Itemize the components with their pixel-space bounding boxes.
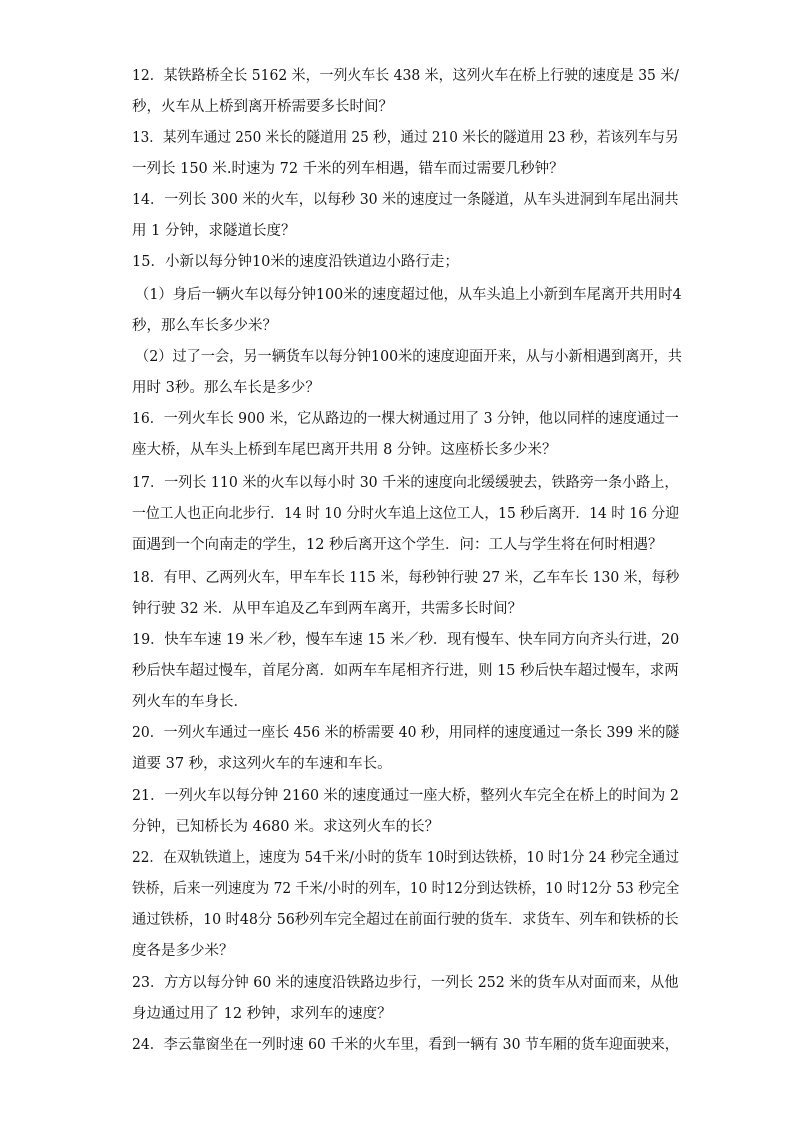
text-line: 16．一列火车长 900 米，它从路边的一棵大树通过用了 3 分钟，他以同样的速度通过一 [132,411,679,427]
text-line: （2）过了一会，另一辆货车以每分钟100米的速度迎面开来，从与小新相遇到离开，共 [135,349,682,365]
text-line: 一列长 150 米.时速为 72 千米的列车相遇，错车而过需要几秒钟？ [132,161,564,177]
text-line: 钟行驶 32 米．从甲车追及乙车到两车离开，共需多长时间？ [132,601,523,617]
text-line: 用时 3秒。那么车长是多少？ [132,380,320,396]
text-line: 铁桥，后来一列速度为 72 千米/小时的列车，10 时12分到达铁桥，10 时12分 53 秒完全 [132,881,680,897]
text-line: 21．一列火车以每分钟 2160 米的速度通过一座大桥，整列火车完全在桥上的时间为 2 [132,788,679,804]
text-line: 24．李云靠窗坐在一列时速 60 千米的火车里，看到一辆有 30 节车厢的货车迎面驶来， [132,1037,679,1053]
text-line: 通过铁桥，10 时48分 56秒列车完全超过在前面行驶的货车．求货车、列车和铁桥的长 [132,912,679,928]
text-line: 13．某列车通过 250 米长的隧道用 25 秒，通过 210 米长的隧道用 23 秒，若该列车与另 [132,130,679,146]
text-line: 道要 37 秒，求这列火车的车速和车长。 [132,756,392,772]
text-line: 秒，火车从上桥到离开桥需要多长时间？ [132,99,393,115]
text-line: 度各是多少米？ [132,943,234,959]
text-line: 17．一列长 110 米的火车以每小时 30 千米的速度向北缓缓驶去，铁路旁一条小路上， [132,475,679,491]
text-line: 列火车的车身长． [132,694,248,710]
text-line: 秒，那么车长多少米？ [132,318,277,334]
text-line: 14．一列长 300 米的火车，以每秒 30 米的速度过一条隧道，从车头进洞到车尾出洞共 [132,192,679,208]
text-line: （1）身后一辆火车以每分钟100米的速度超过他，从车头追上小新到车尾离开共用时4 [135,287,682,303]
text-line: 12．某铁路桥全长 5162 米，一列火车长 438 米，这列火车在桥上行驶的速度是 35 米/ [132,68,680,84]
text-line: 秒后快车超过慢车，首尾分离．如两车车尾相齐行进，则 15 秒后快车超过慢车，求两 [132,663,679,679]
text-line: 一位工人也正向北步行．14 时 10 分时火车追上这位工人，15 秒后离开．14 时 16 分迎 [132,506,680,522]
text-line: 19．快车车速 19 米／秒，慢车车速 15 米／秒．现有慢车、快车同方向齐头行进，20 [132,632,680,648]
text-line: 22．在双轨铁道上，速度为 54千米/小时的货车 10时到达铁桥，10 时1分 24 秒完全通过 [132,850,679,866]
text-line: 20．一列火车通过一座长 456 米的桥需要 40 秒，用同样的速度通过一条长 399 米的隧 [132,725,680,741]
text-line: 座大桥，从车头上桥到车尾巴离开共用 8 分钟。这座桥长多少米？ [132,442,557,458]
text-line: 身边通过用了 12 秒钟，求列车的速度？ [132,1006,392,1022]
text-line: 面遇到一个向南走的学生，12 秒后离开这个学生．问：工人与学生将在何时相遇？ [132,537,663,553]
text-line: 23．方方以每分钟 60 米的速度沿铁路边步行，一列长 252 米的货车从对面而来，从他 [132,975,679,991]
text-line: 分钟，已知桥长为 4680 米。求这列火车的长？ [132,819,440,835]
text-line: 用 1 分钟，求隧道长度？ [132,223,296,239]
text-line: 18．有甲、乙两列火车，甲车车长 115 米，每秒钟行驶 27 米，乙车车长 130 米，每秒 [132,570,680,586]
text-line: 15．小新以每分钟10米的速度沿铁道边小路行走； [132,254,459,270]
